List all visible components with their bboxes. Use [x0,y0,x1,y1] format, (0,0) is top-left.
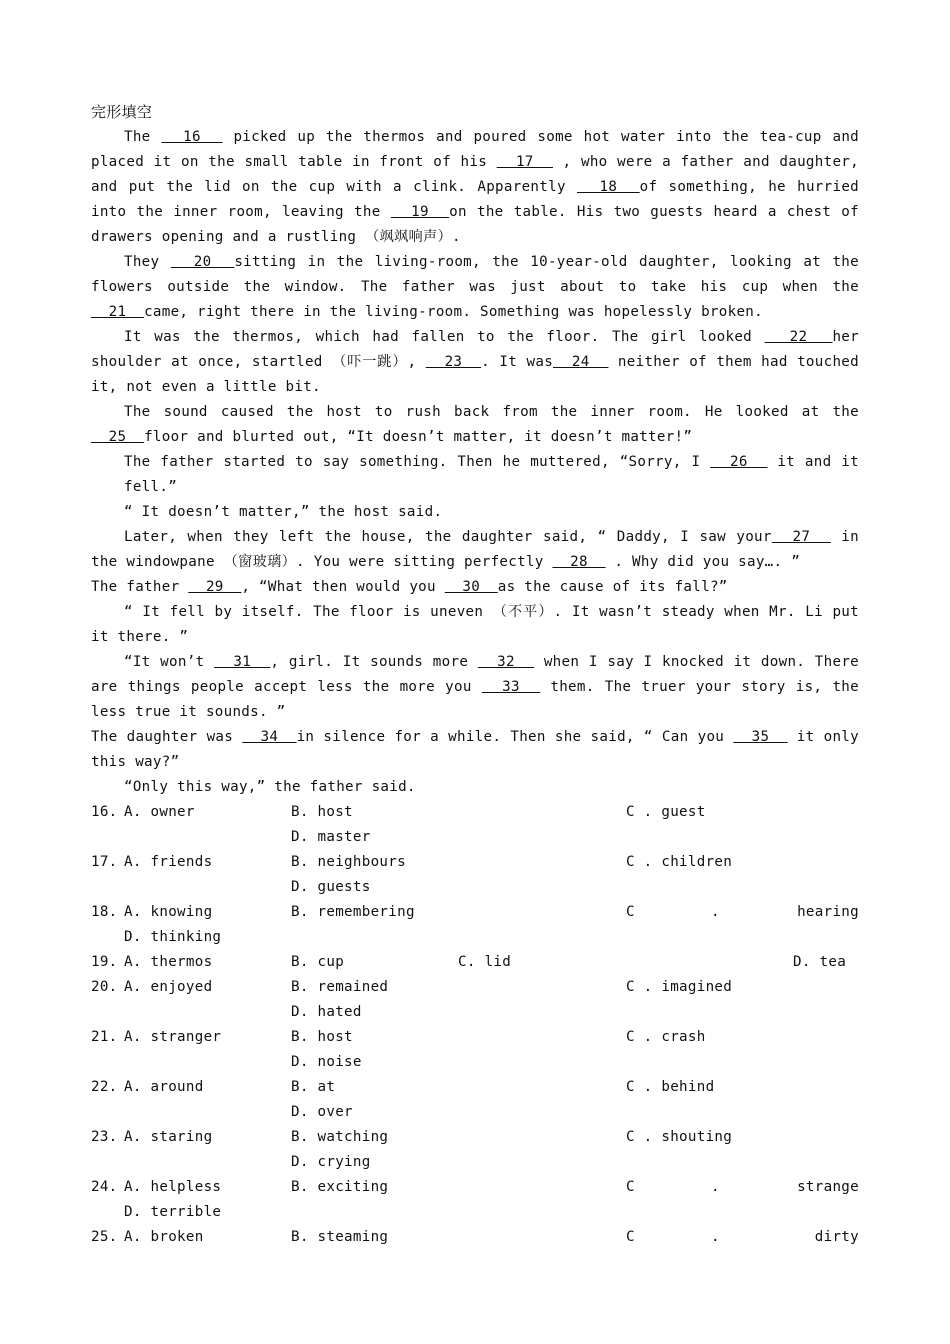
passage-paragraph [91,450,859,500]
passage-text: The daughter was [91,729,243,745]
question-number: 16. [91,804,118,820]
question-number: 22. [91,1079,118,1095]
cloze-passage [91,125,859,800]
passage-text: her shoulder at once, startled （吓一跳）, [91,329,859,370]
blank-32: 32 [477,654,535,670]
blank-17: 17 [496,154,553,170]
option-c-dot: . [711,1229,720,1245]
passage-text: on the table. His two guests heard a chest of drawers opening and a rustling （飒飒响声）. [91,204,859,245]
passage-text: The [124,129,162,145]
option-c-word: strange [797,1179,859,1195]
passage-text: They [124,254,171,270]
option-c-dot: . [711,1179,720,1195]
option-c: C . shouting [626,1129,733,1145]
blank-18: 18 [577,179,640,195]
option-c: C . children [626,854,733,870]
answer-options [91,800,859,1250]
passage-text: came, right there in the living-room. Something was hopelessly broken. [144,304,763,320]
option-c: C . guest [626,804,706,820]
option-a: A. around [124,1079,204,1095]
option-b: B. watching [291,1129,389,1145]
option-b: B. remembering [291,904,415,920]
blank-16: 16 [161,129,223,145]
passage-paragraph [91,125,859,250]
blank-22: 22 [764,329,833,345]
document-page [91,100,859,1250]
blank-31: 31 [214,654,271,670]
option-b: B. host [291,1029,353,1045]
passage-paragraph [91,575,859,600]
passage-text: it only this way?” [91,729,859,770]
blank-28: 28 [552,554,606,570]
blank-30: 30 [444,579,498,595]
option-a: A. owner [124,804,195,820]
option-c: C . imagined [626,979,733,995]
option-d: D. crying [291,1154,371,1170]
option-d: D. master [291,829,371,845]
blank-29: 29 [188,579,242,595]
option-c: C [626,1179,635,1195]
option-c: C [626,904,635,920]
passage-text: in silence for a while. Then she said, “ Can you [296,729,734,745]
option-b: B. exciting [291,1179,389,1195]
question-24 [91,1175,859,1225]
question-23 [91,1125,859,1175]
option-c-word: dirty [814,1229,859,1245]
question-number: 20. [91,979,118,995]
blank-21: 21 [91,304,145,320]
option-a: A. enjoyed [124,979,213,995]
passage-text: , who were a father and daughter, and put the lid on the cup with a clink. Apparently [91,154,859,195]
passage-text: The sound caused the host to rush back from the inner room. He looked at the [124,404,859,420]
question-17 [91,850,859,900]
passage-text: , girl. It sounds more [270,654,478,670]
question-number: 19. [91,954,118,970]
passage-paragraph [91,600,859,650]
passage-paragraph [91,400,859,450]
blank-35: 35 [733,729,788,745]
passage-text: The father [91,579,189,595]
passage-text: them. The truer your story is, the less true it sounds. ” [91,679,859,720]
option-c: C [626,1229,635,1245]
question-16 [91,800,859,850]
option-a: A. broken [124,1229,204,1245]
option-d: D. guests [291,879,371,895]
question-18 [91,900,859,950]
question-number: 18. [91,904,118,920]
option-b: B. cup [291,954,345,970]
passage-text: when I say I knocked it down. There are things people accept less the more you [91,654,860,695]
passage-text: floor and blurted out, “It doesn’t matter, it doesn’t matter!” [144,429,693,445]
option-c: C. lid [458,954,512,970]
option-b: B. at [291,1079,336,1095]
option-d: D. terrible [124,1204,222,1220]
option-d: D. hated [291,1004,362,1020]
blank-20: 20 [170,254,235,270]
passage-text: of something, he hurried into the inner room, leaving the [91,179,860,220]
question-number: 21. [91,1029,118,1045]
blank-33: 33 [481,679,541,695]
passage-paragraph [91,250,859,325]
passage-text: It was the thermos, which had fallen to the floor. The girl looked [124,329,765,345]
option-a: A. helpless [124,1179,222,1195]
blank-25: 25 [91,429,145,445]
question-19 [91,950,859,975]
blank-19: 19 [390,204,450,220]
passage-text: it and it fell.” [124,454,859,495]
blank-26: 26 [710,454,768,470]
option-a: A. thermos [124,954,213,970]
passage-paragraph [91,725,859,775]
option-b: B. steaming [291,1229,389,1245]
option-a: A. stranger [124,1029,222,1045]
option-b: B. remained [291,979,389,995]
option-c-dot: . [711,904,720,920]
passage-text: sitting in the living-room, the 10-year-old daughter, looking at the flowers outside the window. The father was just about to take his cup when the [91,254,859,295]
passage-text: “Only this way,” the father said. [124,779,416,795]
passage-text: as the cause of its fall?” [497,579,728,595]
option-b: B. host [291,804,353,820]
passage-paragraph [91,500,859,525]
passage-text: . It was [481,354,554,370]
question-number: 24. [91,1179,118,1195]
passage-text: in the windowpane （窗玻璃）. You were sitting perfectly [91,529,859,570]
option-d: D. noise [291,1054,362,1070]
option-c-word: hearing [797,904,859,920]
question-22 [91,1075,859,1125]
passage-text: “ It doesn’t matter,” the host said. [124,504,443,520]
blank-23: 23 [425,354,482,370]
option-d: D. tea [793,954,847,970]
option-c: C . crash [626,1029,706,1045]
passage-paragraph [91,325,859,400]
passage-text: Later, when they left the house, the daughter said, “ Daddy, I saw your [124,529,772,545]
blank-34: 34 [242,729,297,745]
option-a: A. staring [124,1129,213,1145]
question-25 [91,1225,859,1250]
passage-text: “ It fell by itself. The floor is uneven （不平）. It wasn’t steady when Mr. Li put it there. ” [91,604,859,645]
passage-paragraph [91,650,859,725]
question-21 [91,1025,859,1075]
passage-text: neither of them had touched it, not even a little bit. [91,354,859,395]
question-20 [91,975,859,1025]
blank-24: 24 [553,354,609,370]
passage-paragraph [91,775,859,800]
option-b: B. neighbours [291,854,406,870]
option-c: C . behind [626,1079,715,1095]
passage-text: The father started to say something. Then he muttered, “Sorry, I [124,454,711,470]
question-number: 25. [91,1229,118,1245]
option-d: D. over [291,1104,353,1120]
passage-text: picked up the thermos and poured some hot water into the tea-cup and placed it on the small table in front of his [91,129,859,170]
passage-text: , “What then would you [241,579,445,595]
option-a: A. friends [124,854,213,870]
passage-text: “It won’t [124,654,215,670]
blank-27: 27 [771,529,831,545]
option-d: D. thinking [124,929,222,945]
section-title: 完形填空 [91,103,153,121]
passage-paragraph [91,525,859,575]
passage-text: . Why did you say…. ” [605,554,801,570]
question-number: 17. [91,854,118,870]
question-number: 23. [91,1129,118,1145]
option-a: A. knowing [124,904,213,920]
